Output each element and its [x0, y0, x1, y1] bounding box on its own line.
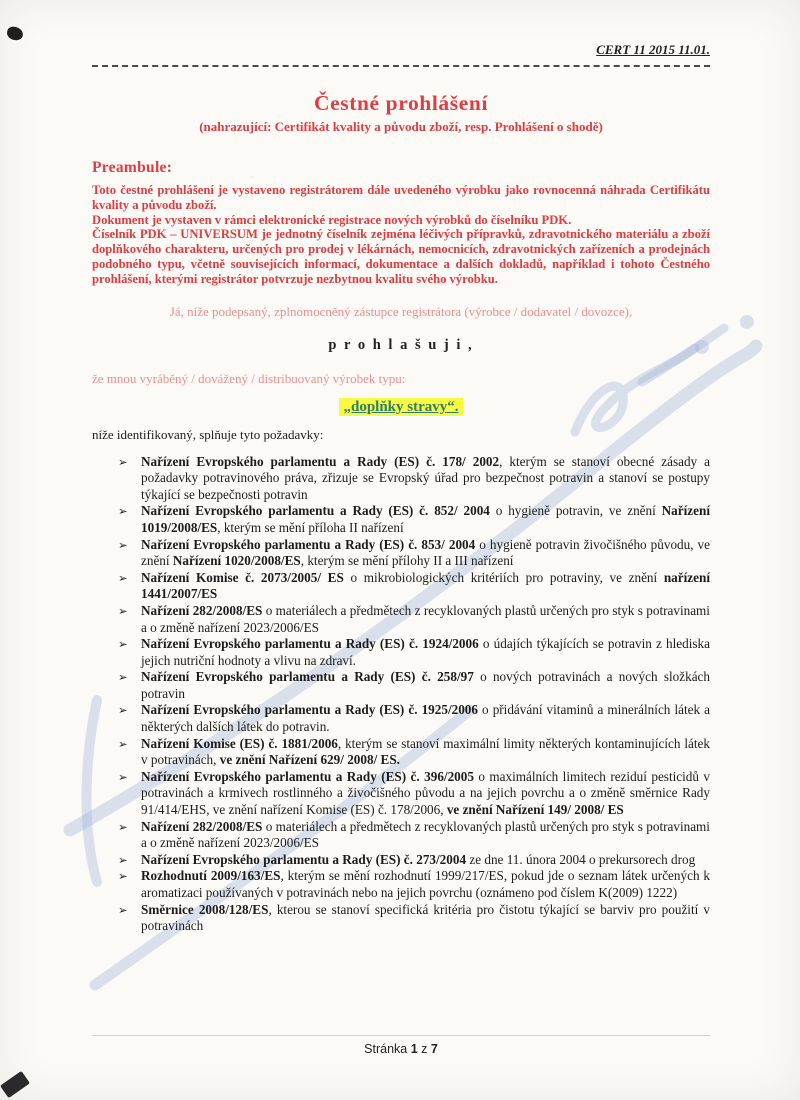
requirement-text: , kterým se stanoví maximální limity některých kontaminujících látek v potravinách,	[141, 735, 710, 768]
list-bullet-icon: ➢	[118, 738, 128, 751]
declaration-word: p r o h l a š u j i ,	[328, 336, 474, 353]
list-bullet-icon: ➢	[118, 821, 128, 834]
requirement-item	[118, 736, 710, 769]
requirement-item	[118, 636, 710, 669]
requirement-item	[118, 868, 710, 901]
requirement-ref: Rozhodnutí 2009/163/ES	[141, 868, 281, 884]
requirement-item	[118, 852, 710, 869]
product-intro: že mnou vyráběný / dovážený / distribuovaný výrobek typu:	[92, 370, 406, 386]
requirement-ref: ve znění Nařízení 149/ 2008/ ES	[446, 802, 624, 818]
requirement-text: ze dne 11. února 2004 o prekursorech drog	[466, 851, 696, 867]
list-bullet-icon: ➢	[118, 705, 128, 718]
requirement-text: , kterým se stanoví obecné zásady a požadavky potravinového práva, zřizuje se Evropský úřad pro bezpečnost potravin a stanoví se postupy týkající se bezpečnosti potravin	[141, 453, 711, 502]
list-bullet-icon: ➢	[118, 771, 128, 784]
requirements-list	[92, 454, 710, 935]
requirement-ref: Nařízení Evropského parlamentu a Rady (ES) č. 852/ 2004	[141, 503, 490, 519]
list-bullet-icon: ➢	[118, 572, 128, 585]
requirement-text: o nových potravinách a nových složkách potravin	[141, 669, 710, 701]
product-type-row	[92, 398, 710, 416]
list-bullet-icon: ➢	[118, 672, 128, 685]
requirement-item	[118, 769, 710, 819]
requirement-ref: Nařízení Komise č. 2073/2005/ ES	[141, 569, 344, 585]
requirement-text: o materiálech a předmětech z recyklovaných plastů určených pro styk s potravinami a o změně nařízení 2023/2006/ES	[141, 818, 710, 851]
preamble-paragraph-1: Toto čestné prohlášení je vystaveno registrátorem dále uvedeného výrobku jako rovnocenná náhrada Certifikátu kvality a původu zboží.	[92, 183, 710, 212]
list-bullet-icon: ➢	[118, 605, 128, 618]
requirement-item	[118, 819, 710, 852]
footer-total-pages: 7	[430, 1042, 438, 1056]
list-bullet-icon: ➢	[118, 506, 128, 519]
requirement-text: o mikrobiologických kritériích pro potraviny, ve znění	[343, 569, 664, 585]
product-type-highlight: „doplňky stravy“.	[339, 398, 462, 416]
list-bullet-icon: ➢	[118, 456, 128, 469]
requirement-ref: Nařízení 1020/2008/ES	[172, 553, 301, 569]
page-footer	[92, 1035, 710, 1056]
requirement-item	[118, 537, 710, 570]
requirement-ref: Nařízení 282/2008/ES	[141, 602, 263, 618]
list-bullet-icon: ➢	[118, 854, 128, 867]
requirement-ref: Nařízení Evropského parlamentu a Rady (ES) č. 273/2004	[141, 851, 467, 867]
declaration-intro: Já, níže podepsaný, zplnomocněný zástupce registrátora (výrobce / dodavatel / dovozce),	[169, 303, 633, 319]
requirement-item	[118, 603, 710, 636]
list-bullet-icon: ➢	[118, 539, 128, 552]
document-subtitle: (nahrazující: Certifikát kvality a původu zboží, resp. Prohlášení o shodě)	[199, 119, 603, 134]
requirement-ref: Nařízení Evropského parlamentu a Rady (ES) č. 1925/2006	[141, 702, 478, 718]
preamble-paragraph-2: Dokument je vystaven v rámci elektronické registrace nových výrobků do číselníku PDK.	[92, 212, 572, 227]
requirement-item	[118, 503, 710, 536]
requirement-ref: Směrnice 2008/128/ES	[141, 901, 269, 917]
footer-separator: z	[417, 1042, 431, 1056]
requirement-text: , kterým se mění příloha II nařízení	[217, 519, 404, 535]
requirement-text: o údajích týkajících se potravin z hlediska jejich nutriční hodnoty a vlivu na zdraví.	[141, 636, 710, 668]
requirement-item	[118, 669, 710, 702]
requirement-ref: nařízení 1441/2007/ES	[141, 569, 710, 602]
requirement-ref: Nařízení Evropského parlamentu a Rady (ES) č. 178/ 2002	[141, 453, 500, 469]
preamble-section	[92, 159, 710, 287]
requirement-text: , kterým se mění rozhodnutí 1999/217/ES, pokud jde o seznam látek určených k aromatizaci používaných v potravinách nebo na jejich povrchu (oznámeno pod číslem K(2009) 1222)	[141, 868, 710, 901]
requirement-item	[118, 570, 710, 603]
requirement-text: o maximálních limitech reziduí pesticidů v potravinách a krmivech rostlinného a živočišného původu a na jejich povrchu a o změně směrnice Rady 91/414/EHS, ve znění nařízení Komise (ES) č. 178/2006,	[141, 768, 710, 818]
requirement-text: , kterou se stanoví specifická kritéria pro čistotu týkající se barviv pro použití v potravinách	[141, 901, 710, 934]
requirement-text: o hygieně potravin, ve znění	[489, 503, 662, 519]
requirements-intro: níže identifikovaný, splňuje tyto požadavky:	[92, 426, 324, 442]
requirement-item	[118, 702, 710, 735]
preamble-heading: Preambule:	[92, 159, 173, 176]
header-divider	[92, 65, 710, 67]
requirement-ref: ve znění Nařízení 629/ 2008/ ES.	[219, 752, 400, 768]
list-bullet-icon: ➢	[118, 639, 128, 652]
requirement-ref: Nařízení Evropského parlamentu a Rady (ES) č. 853/ 2004	[141, 536, 476, 552]
document-title: Čestné prohlášení	[313, 91, 489, 115]
requirement-ref: Nařízení Evropského parlamentu a Rady (ES) č. 396/2005	[141, 768, 474, 784]
preamble-paragraph-3: Číselník PDK – UNIVERSUM je jednotný číselník zejména léčivých přípravků, zdravotnického materiálu a zboží doplňkového charakteru, určených pro prodej v lékárnách, nemocnicích, zdravotnických zařízeních a prodejnách podobného typu, včetně souvisejících informací, dokumentace a dalších dokladů, například i tohoto Čestného prohlášení, kterými registrátor potvrzuje nezbytnou kvalitu svého výrobku.	[92, 227, 710, 286]
list-bullet-icon: ➢	[118, 871, 128, 884]
requirement-text: o materiálech a předmětech z recyklovaných plastů určených pro styk s potravinami a o změně nařízení 2023/2006/ES	[141, 602, 710, 635]
footer-label: Stránka	[364, 1042, 411, 1056]
document-reference: CERT 11 2015 11.01.	[596, 42, 710, 57]
requirement-ref: Nařízení Evropského parlamentu a Rady (ES) č. 258/97	[141, 669, 474, 685]
list-bullet-icon: ➢	[118, 904, 128, 917]
requirement-text: , kterým se mění přílohy II a III nařízení	[300, 553, 514, 569]
requirement-item	[118, 902, 710, 935]
footer-page-number: 1	[410, 1042, 418, 1056]
requirement-item	[118, 454, 710, 504]
requirement-ref: Nařízení Komise (ES) č. 1881/2006	[141, 735, 338, 751]
requirement-ref: Nařízení Evropského parlamentu a Rady (ES) č. 1924/2006	[141, 636, 479, 652]
requirement-ref: Nařízení 282/2008/ES	[141, 818, 263, 834]
requirement-text: o přidávání vitaminů a minerálních látek a některých dalších látek do potravin.	[141, 702, 710, 735]
requirement-ref: Nařízení 1019/2008/ES	[141, 503, 710, 535]
requirement-text: o hygieně potravin živočišného původu, ve znění	[141, 536, 710, 569]
